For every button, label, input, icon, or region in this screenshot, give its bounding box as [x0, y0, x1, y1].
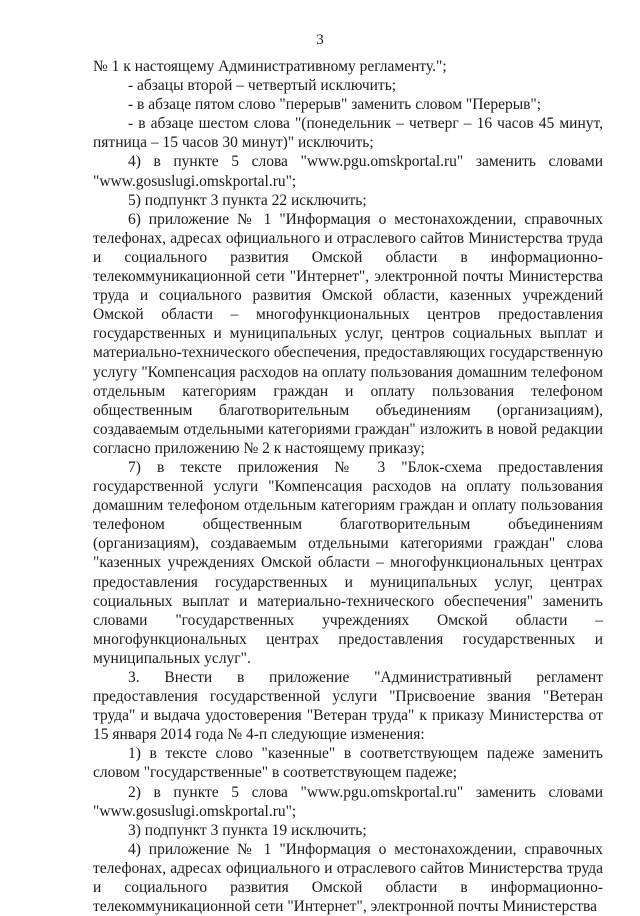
paragraph: - абзацы второй – четвертый исключить; [128, 77, 397, 95]
paragraph: - в абзаце шестом слова "(понедельник – четверг – 16 часов 45 минут, пятница – 15 часов 30 минут)" исключить; [93, 115, 603, 152]
paragraph: 3. Внести в приложение "Административный регламент предоставления государственной услуги "Присвоение звания "Ветеран труда" и выдача удостоверения "Ветеран труда" к приказу Министерства от 15 января 2014 года № 4-п следующие изменения: [93, 669, 603, 744]
paragraph: 5) подпункт 3 пункта 22 исключить; [128, 191, 367, 209]
paragraph: 7) в тексте приложения № 3 "Блок-схема предоставления государственной услуги "Компенсация расходов на оплату пользования домашним телефоном отдельным категориям граждан и оплату пользования телефоном общественным благотворительным объединениям (организациям), создаваемым отдельными категориями граждан" слова "казенных учреждениях Омской области – многофункциональных центрах предоставления государственных и муниципальных услуг, центрах социальных выплат и материально-технического обеспечения" заменить словами "государственных учреждениях Омской области – многофункциональных центрах предоставления государственных и муниципальных услуг". [93, 458, 603, 667]
paragraph: - в абзаце пятом слово "перерыв" заменить словом "Перерыв"; [128, 96, 542, 114]
paragraph: 1) в тексте слово "казенные" в соответствующем падеже заменить словом "государственные" в соответствующем падеже; [93, 745, 603, 782]
document-body [93, 57, 603, 916]
paragraph: № 1 к настоящему Административному регламенту."; [93, 58, 447, 75]
paragraph: 3) подпункт 3 пункта 19 исключить; [128, 821, 367, 839]
paragraph: 4) приложение № 1 "Информация о местонахождении, справочных телефонах, адресах официального и отраслевого сайтов Министерства труда и социального развития Омской области в информационно-телекоммуникационной сети "Интернет", электронной почты Министерства [93, 840, 603, 916]
paragraph: 2) в пункте 5 слова "www.pgu.omskportal.ru" заменить словами "www.gosuslugi.omskportal.ru"; [93, 783, 603, 820]
page-number: 3 [316, 32, 324, 48]
paragraph: 6) приложение № 1 "Информация о местонахождении, справочных телефонах, адресах официального и отраслевого сайтов Министерства труда и социального развития Омской области в информационно-телекоммуникационной сети "Интернет", электронной почты Министерства труда и социального развития Омской области, казенных учреждений Омской области – многофункциональных центров предоставления государственных и муниципальных услуг, центров социальных выплат и материально-технического обеспечения, предоставляющих государственную услугу "Компенсация расходов на оплату пользования домашним телефоном отдельным категориям граждан и оплату пользования телефоном общественным благотворительным объединениям (организациям), создаваемым отдельными категориями граждан" изложить в новой редакции согласно приложению № 2 к настоящему приказу; [93, 210, 603, 457]
paragraph: 4) в пункте 5 слова "www.pgu.omskportal.ru" заменить словами "www.gosuslugi.omskportal.ru"; [93, 153, 603, 190]
